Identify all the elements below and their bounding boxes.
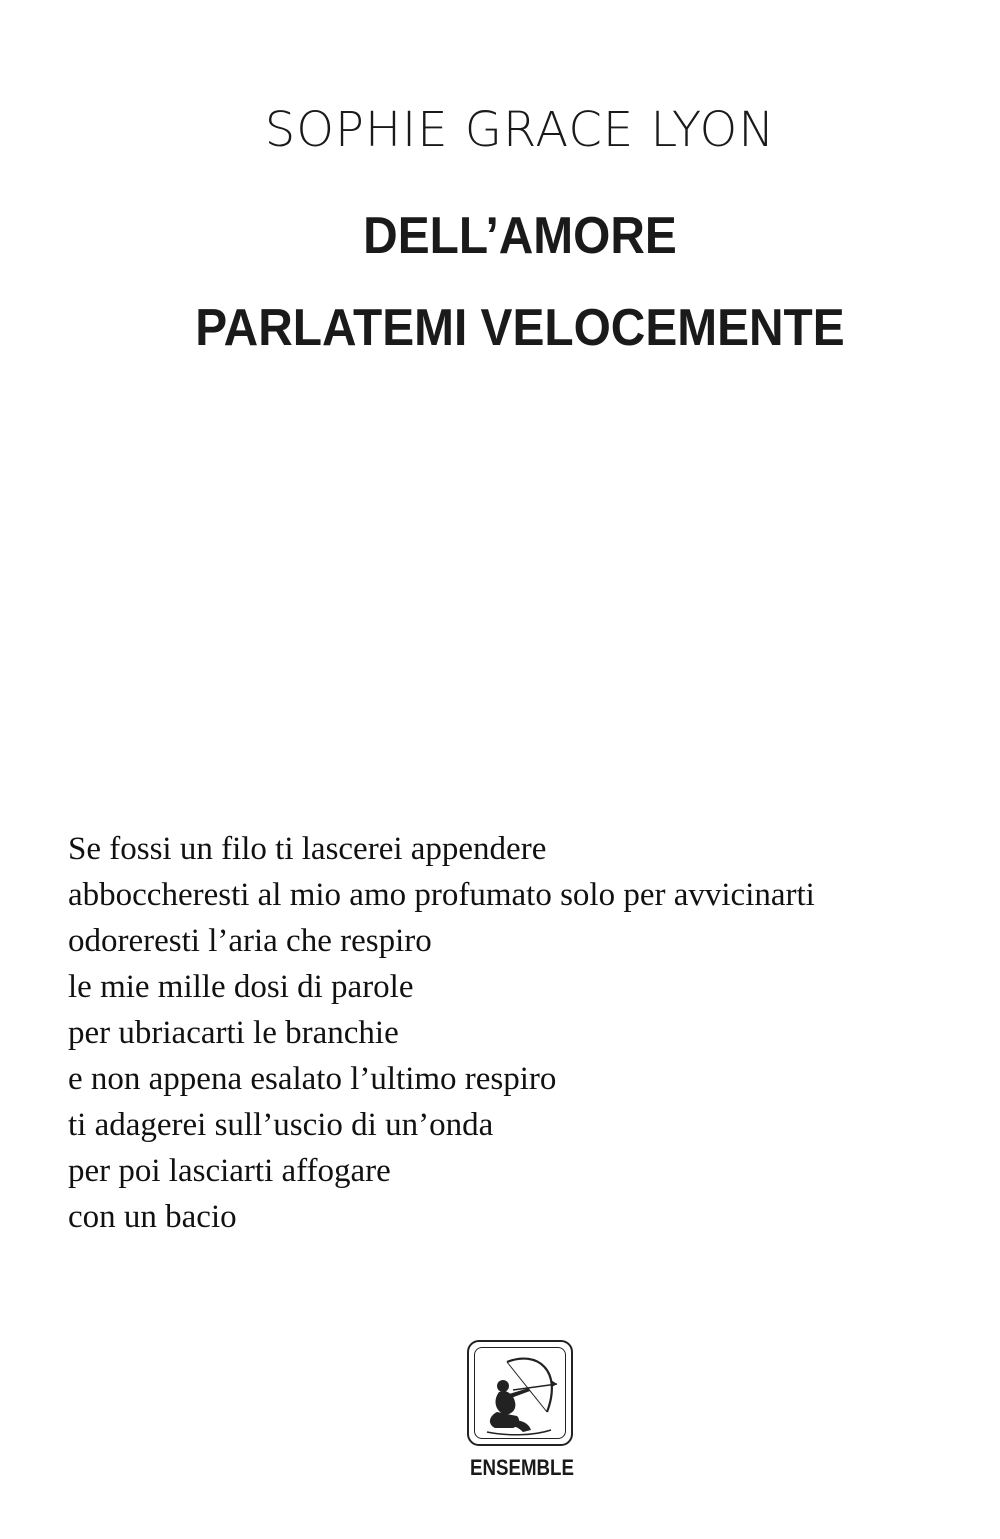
book-title	[42, 190, 999, 374]
book-title-line-2: PARLATEMI VELOCEMENTE	[195, 299, 845, 357]
author-name: SOPHIE GRACE LYON	[264, 102, 776, 158]
poem-line: e non appena esalato l’ultimo respiro	[68, 1061, 557, 1097]
poem-line: ti adagerei sull’uscio di un’onda	[68, 1107, 494, 1143]
archer-icon	[467, 1340, 573, 1446]
poem-line: Se fossi un filo ti lascerei appendere	[68, 831, 547, 867]
poem-line: con un bacio	[68, 1199, 237, 1235]
publisher-name: ENSEMBLE	[470, 1455, 574, 1480]
poem	[68, 826, 948, 1240]
book-title-line-1: DELL’AMORE	[363, 207, 677, 265]
poem-line: abboccheresti al mio amo profumato solo per avvicinarti	[68, 877, 815, 913]
poem-line: per ubriacarti le branchie	[68, 1015, 399, 1051]
poem-line: le mie mille dosi di parole	[68, 969, 414, 1005]
poem-line: odoreresti l’aria che respiro	[68, 923, 432, 959]
poem-line: per poi lasciarti affogare	[68, 1153, 391, 1189]
